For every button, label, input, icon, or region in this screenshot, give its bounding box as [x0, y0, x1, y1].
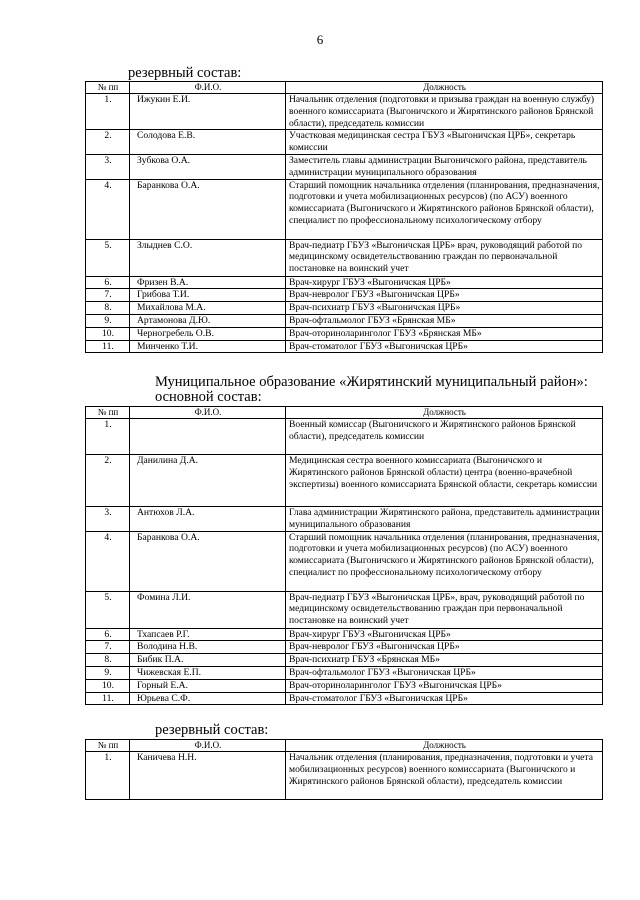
table-row — [86, 654, 603, 667]
table-row — [86, 239, 603, 276]
cell-name: Михайлова М.А. — [130, 302, 286, 315]
table-row — [86, 531, 603, 591]
table-row — [86, 507, 603, 532]
cell-name: Минченко Т.И. — [130, 340, 286, 353]
cell-name: Володина Н.В. — [130, 641, 286, 654]
cell-number: 3. — [86, 154, 130, 179]
cell-name: Антюхов Л.А. — [130, 507, 286, 532]
table-row — [86, 327, 603, 340]
table-row — [86, 628, 603, 641]
cell-position: Военный комиссар (Выгоничского и Жирятинского районов Брянской области), председатель комиссии — [286, 419, 603, 455]
cell-position: Врач-оториноларинголог ГБУЗ «Брянская МБ» — [286, 327, 603, 340]
cell-name: Бибик П.А. — [130, 654, 286, 667]
table-row — [86, 302, 603, 315]
table-row — [86, 641, 603, 654]
table-header-row — [86, 407, 603, 419]
section-heading-reserve-zhiryatino: резервный состав: — [155, 722, 269, 738]
cell-number: 3. — [86, 507, 130, 532]
cell-position: Старший помощник начальника отделения (планирования, предназначения, подготовки и учета мобилизационных ресурсов) (по АСУ) военного комиссариата (Выгоничского и Жирятинского районов Брянской области), специалист по профессиональному психологическому отбору — [286, 179, 603, 239]
column-header-name: Ф.И.О. — [130, 82, 286, 94]
table-row — [86, 314, 603, 327]
cell-number: 7. — [86, 289, 130, 302]
table-header-row — [86, 82, 603, 94]
cell-name: Баранкова О.А. — [130, 531, 286, 591]
column-header-number: № пп — [86, 740, 130, 752]
cell-position: Врач-невролог ГБУЗ «Выгоничская ЦРБ» — [286, 289, 603, 302]
cell-name: Черногребель О.В. — [130, 327, 286, 340]
cell-number: 9. — [86, 314, 130, 327]
cell-name: Тхапсаев Р.Г. — [130, 628, 286, 641]
members-table-reserve-vygonichi — [85, 81, 603, 353]
table-row — [86, 94, 603, 130]
column-header-position: Должность — [286, 82, 603, 94]
cell-position: Врач-психиатр ГБУЗ «Брянская МБ» — [286, 654, 603, 667]
cell-name: Чижевская Е.П. — [130, 666, 286, 679]
cell-position: Врач-хирург ГБУЗ «Выгоничская ЦРБ» — [286, 276, 603, 289]
cell-position: Врач-оториноларинголог ГБУЗ «Выгоничская ЦРБ» — [286, 679, 603, 692]
table-header-row — [86, 740, 603, 752]
cell-number: 10. — [86, 327, 130, 340]
cell-name: Фомина Л.И. — [130, 591, 286, 628]
cell-number: 4. — [86, 179, 130, 239]
cell-name: Фризен В.А. — [130, 276, 286, 289]
cell-name: Горный Е.А. — [130, 679, 286, 692]
table-row — [86, 679, 603, 692]
table-row — [86, 666, 603, 679]
cell-position: Участковая медицинская сестра ГБУЗ «Выгоничская ЦРБ», секретарь комиссии — [286, 130, 603, 155]
cell-number: 11. — [86, 340, 130, 353]
table-row — [86, 591, 603, 628]
cell-position: Старший помощник начальника отделения (планирования, предназначения, подготовки и учета мобилизационных ресурсов) (по АСУ) военного комиссариата (Выгоничского и Жирятинского районов Брянской области), специалист по профессиональному психологическому отбору — [286, 531, 603, 591]
members-table-reserve-zhiryatino — [85, 739, 603, 800]
cell-position: Начальник отделения (планирования, предназначения, подготовки и учета мобилизационных ресурсов) военного комиссариата (Выгоничского и Жирятинского районов Брянской области), председатель комиссии — [286, 752, 603, 800]
column-header-name: Ф.И.О. — [130, 740, 286, 752]
cell-position: Медицинская сестра военного комиссариата (Выгоничского и Жирятинского районов Брянской области) центра (военно-врачебной экспертизы) военного комиссариата Брянской области, секретарь комиссии — [286, 455, 603, 507]
section-heading-reserve-vygonichi: резервный состав: — [128, 65, 242, 81]
cell-name: Ижукин Е.И. — [130, 94, 286, 130]
cell-position: Начальник отделения (подготовки и призыва граждан на военную службу) военного комиссариата (Выгоничского и Жирятинского районов Брянской области), председатель комиссии — [286, 94, 603, 130]
cell-number: 1. — [86, 752, 130, 800]
cell-name: Артамонова Д.Ю. — [130, 314, 286, 327]
cell-name: Каничева Н.Н. — [130, 752, 286, 800]
members-table-main-zhiryatino — [85, 406, 603, 705]
column-header-name: Ф.И.О. — [130, 407, 286, 419]
cell-number: 5. — [86, 591, 130, 628]
cell-name: Зубкова О.А. — [130, 154, 286, 179]
cell-position: Глава администрации Жирятинского района, представитель администрации муниципального образования — [286, 507, 603, 532]
cell-position: Врач-стоматолог ГБУЗ «Выгоничская ЦРБ» — [286, 692, 603, 705]
table-row — [86, 289, 603, 302]
cell-number: 1. — [86, 419, 130, 455]
cell-position: Заместитель главы администрации Выгоничского района, представитель администрации муниципального образования — [286, 154, 603, 179]
cell-name — [130, 419, 286, 455]
cell-number: 2. — [86, 455, 130, 507]
table-row — [86, 752, 603, 800]
cell-position: Врач-офтальмолог ГБУЗ «Брянская МБ» — [286, 314, 603, 327]
cell-position: Врач-хирург ГБУЗ «Выгоничская ЦРБ» — [286, 628, 603, 641]
cell-position: Врач-стоматолог ГБУЗ «Выгоничская ЦРБ» — [286, 340, 603, 353]
cell-number: 8. — [86, 654, 130, 667]
cell-position: Врач-педиатр ГБУЗ «Выгоничская ЦРБ», врач, руководящий работой по медицинскому освидетельствованию граждан при первоначальной постановке на воинский учет — [286, 591, 603, 628]
table-row — [86, 154, 603, 179]
cell-number: 9. — [86, 666, 130, 679]
cell-name: Баранкова О.А. — [130, 179, 286, 239]
cell-position: Врач-невролог ГБУЗ «Выгоничская ЦРБ» — [286, 641, 603, 654]
column-header-position: Должность — [286, 407, 603, 419]
cell-name: Грибова Т.И. — [130, 289, 286, 302]
cell-number: 6. — [86, 276, 130, 289]
table-row — [86, 692, 603, 705]
column-header-number: № пп — [86, 82, 130, 94]
column-header-number: № пп — [86, 407, 130, 419]
cell-number: 1. — [86, 94, 130, 130]
cell-name: Злыднев С.О. — [130, 239, 286, 276]
table-row — [86, 419, 603, 455]
cell-number: 8. — [86, 302, 130, 315]
section-heading-main-zhiryatino: Муниципальное образование «Жирятинский муниципальный район»: основной состав: — [155, 374, 588, 405]
cell-position: Врач-педиатр ГБУЗ «Выгоничская ЦРБ» врач, руководящий работой по медицинскому освидетельствованию граждан по первоначальной постановке на воинский учет — [286, 239, 603, 276]
table-row — [86, 130, 603, 155]
cell-number: 4. — [86, 531, 130, 591]
cell-number: 7. — [86, 641, 130, 654]
table-row — [86, 455, 603, 507]
cell-position: Врач-психиатр ГБУЗ «Выгоничская ЦРБ» — [286, 302, 603, 315]
cell-number: 10. — [86, 679, 130, 692]
cell-name: Юрьева С.Ф. — [130, 692, 286, 705]
table-row — [86, 276, 603, 289]
cell-number: 11. — [86, 692, 130, 705]
table-row — [86, 340, 603, 353]
cell-name: Солодова Е.В. — [130, 130, 286, 155]
cell-number: 2. — [86, 130, 130, 155]
table-row — [86, 179, 603, 239]
page-number: 6 — [316, 32, 324, 47]
cell-name: Данилина Д.А. — [130, 455, 286, 507]
cell-position: Врач-офтальмолог ГБУЗ «Выгоничская ЦРБ» — [286, 666, 603, 679]
column-header-position: Должность — [286, 740, 603, 752]
cell-number: 5. — [86, 239, 130, 276]
cell-number: 6. — [86, 628, 130, 641]
